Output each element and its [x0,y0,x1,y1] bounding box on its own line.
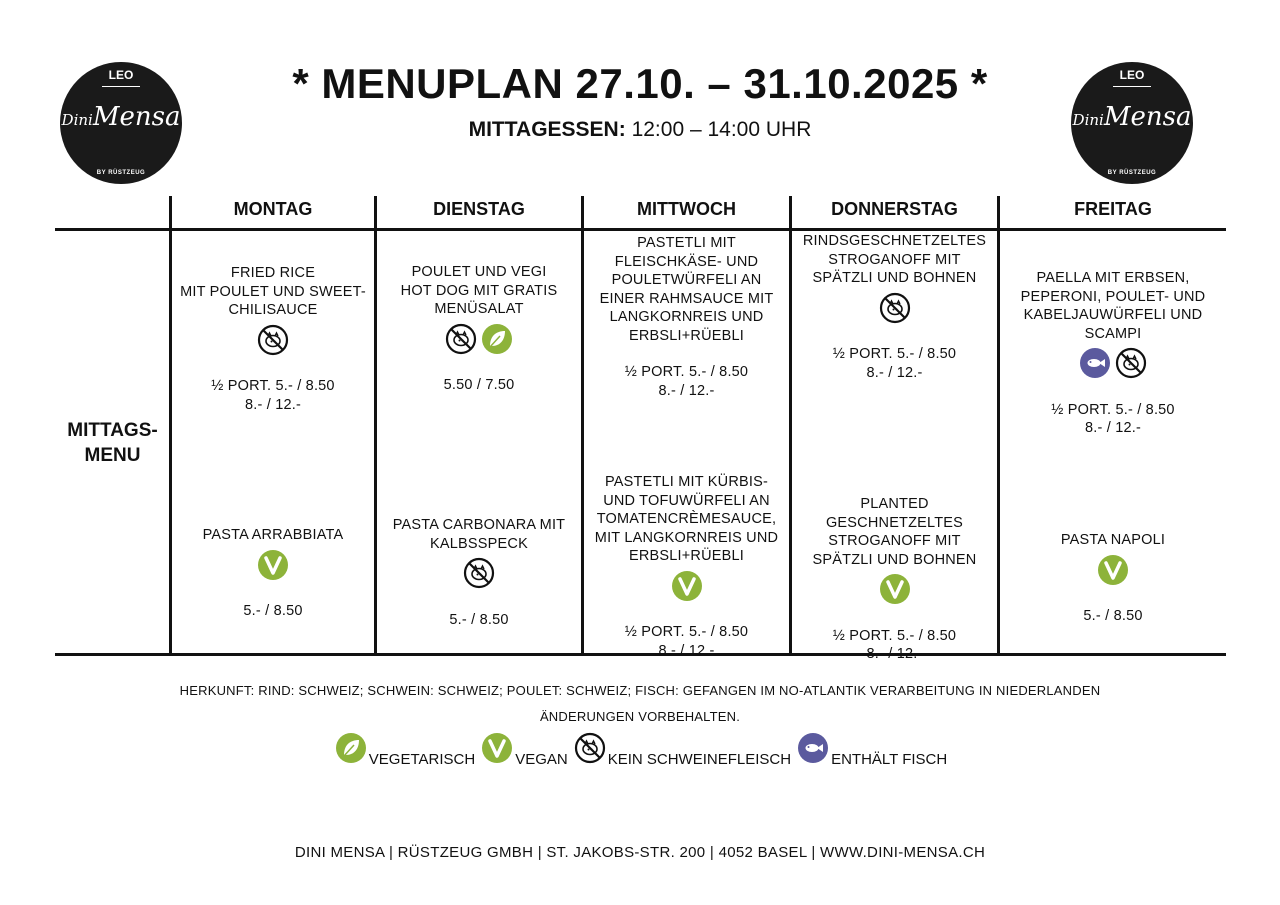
dish-line: RINDSGESCHNETZELTES [802,233,987,249]
dish-line: PEPERONI, POULET- UND [1020,288,1206,305]
diet-icons [584,570,789,608]
footer-address: DINI MENSA | RÜSTZEUG GMBH | ST. JAKOBS-STR. 200 | 4052 BASEL | WWW.DINI-MENSA.CH [294,844,986,861]
dish-line: STROGANOFF MIT [828,533,961,549]
price-line: 5.- / 8.50 [1083,608,1143,624]
dish-line: KABELJAUWÜRFELI UND [1023,307,1203,323]
dish-line: SPÄTZLI UND BOHNEN [812,551,977,568]
vegan-icon [481,732,513,768]
header-rule [55,228,1226,231]
price-line: 5.- / 8.50 [243,603,303,619]
legend-label: KEIN SCHWEINEFLEISCH [607,751,792,768]
diet-icons [377,557,581,595]
logo-by: BY RÜSTZEUG [1107,170,1157,176]
dish-line: ERBSLI+RÜEBLI [628,548,745,564]
dish-line: MIT POULET UND SWEET- [180,283,366,300]
diet-icons [1000,347,1226,385]
dish-line: POULETWÜRFELI AN [611,272,762,288]
menu-cell-tuesday-1 [377,263,581,395]
logo-brand: DiniMensa [61,102,181,132]
vegan-icon [1097,554,1129,592]
diet-icons [792,573,997,611]
dish-line: ERBSLI+RÜEBLI [628,327,745,344]
menu-cell-friday-1 [1000,269,1226,438]
dish-line: PAELLA MIT ERBSEN, [1036,270,1190,286]
dish-line: CHILISAUCE [228,302,318,318]
diet-icons [1000,554,1226,592]
no-pork-icon [574,732,606,768]
no-pork-icon [257,324,289,362]
page-subtitle [0,118,1280,142]
logo-by: BY RÜSTZEUG [96,170,146,176]
dish-line: KALBSSPECK [430,535,528,552]
dish-line: HOT DOG MIT GRATIS [400,282,558,299]
dish-line: UND TOFUWÜRFELI AN [603,492,770,509]
dish-line: PASTA NAPOLI [1060,532,1166,548]
legend [0,732,1280,768]
dish-line: FRIED RICE [230,265,316,281]
price-line: 8.- / 12.- [866,364,923,381]
legend-label: VEGAN [515,751,568,768]
price-line: 8.- / 12.- [245,396,301,413]
dish-line: PASTA ARRABBIATA [202,527,344,543]
subtitle-time: 12:00 – 14:00 UHR [631,118,812,141]
origin-note: HERKUNFT: RIND: SCHWEIZ; SCHWEIN: SCHWEIZ; POULET: SCHWEIZ; FISCH: GEFANGEN IM NO-ATLANTIK VERARBEITUNG IN NIEDERLANDEN [179,683,1101,698]
menu-cell-wednesday-1 [584,234,789,400]
dish-line: STROGANOFF MIT [828,251,961,268]
day-header-thursday: DONNERSTAG [831,199,958,219]
dish-line: GESCHNETZELTES [825,514,964,531]
price-line: 8.- / 12.- [1085,420,1141,436]
no-pork-icon [1115,347,1147,385]
legend-item [479,732,568,768]
no-pork-icon [879,292,911,330]
dish-line: SPÄTZLI UND BOHNEN [812,270,977,286]
dish-line: PLANTED [860,496,929,512]
dish-line: MIT LANGKORNREIS UND [594,529,779,546]
page-title: * MENUPLAN 27.10. – 31.10.2025 * [292,60,988,107]
diet-icons [172,324,374,362]
menu-cell-monday-1 [172,264,374,414]
dish-line: LANGKORNREIS UND [609,309,764,325]
day-header-tuesday: DIENSTAG [433,199,525,219]
price-line: ½ PORT. 5.- / 8.50 [211,378,335,394]
price-line: 5.- / 8.50 [449,611,509,628]
day-header-wednesday: MITTWOCH [637,199,736,219]
no-pork-icon [463,557,495,595]
price-line: ½ PORT. 5.- / 8.50 [624,364,749,380]
price-line: ½ PORT. 5.- / 8.50 [1051,401,1175,418]
vegetarian-icon [481,323,513,361]
dish-line: FLEISCHKÄSE- UND [614,253,759,270]
legend-item [795,732,947,768]
diet-icons [172,549,374,587]
legend-item [572,732,791,768]
dish-line: POULET UND VEGI [411,264,547,280]
fish-icon [797,732,829,768]
diet-icons [377,323,581,361]
menu-cell-tuesday-2 [377,516,581,629]
dish-line: PASTA CARBONARA MIT [392,517,566,533]
logo-leo: LEO [1119,68,1145,82]
vegan-icon [879,573,911,611]
no-pork-icon [445,323,477,361]
menu-cell-wednesday-2 [584,473,789,660]
legend-item [333,732,475,768]
price-line: 8.- / 12.- [866,646,923,662]
dish-line: PASTETLI MIT [637,235,736,251]
logo-brand: DiniMensa [1072,102,1192,132]
dish-line: PASTETLI MIT KÜRBIS- [605,474,768,490]
dish-line: MENÜSALAT [434,301,524,317]
menu-cell-thursday-1 [792,232,997,382]
menu-cell-thursday-2 [792,495,997,664]
price-line: 8.- / 12.- [658,642,715,659]
legend-label: ENTHÄLT FISCH [831,751,948,768]
price-line: ½ PORT. 5.- / 8.50 [832,346,957,362]
price-line: 8.- / 12.- [658,382,715,399]
diet-icons [792,292,997,330]
day-header-friday: FREITAG [1074,199,1152,219]
vegetarian-icon [335,732,367,768]
vegan-icon [257,549,289,587]
subtitle-label: MITTAGESSEN: [468,118,626,141]
vegan-icon [671,570,703,608]
price-line: 5.50 / 7.50 [443,377,515,393]
menu-cell-monday-2 [172,526,374,621]
dish-line: TOMATENCRÈMESAUCE, [596,511,777,527]
price-line: ½ PORT. 5.- / 8.50 [832,627,957,644]
dish-line: SCAMPI [1084,325,1142,342]
dish-line: EINER RAHMSAUCE MIT [599,290,774,307]
changes-note: ÄNDERUNGEN VORBEHALTEN. [539,709,741,724]
menu-cell-friday-2 [1000,531,1226,626]
logo-leo: LEO [108,68,134,82]
legend-label: VEGETARISCH [368,751,476,768]
day-header-monday: MONTAG [233,199,313,219]
row-label: MITTAGS- MENU [67,420,158,466]
price-line: ½ PORT. 5.- / 8.50 [624,624,749,640]
fish-icon [1079,347,1111,385]
